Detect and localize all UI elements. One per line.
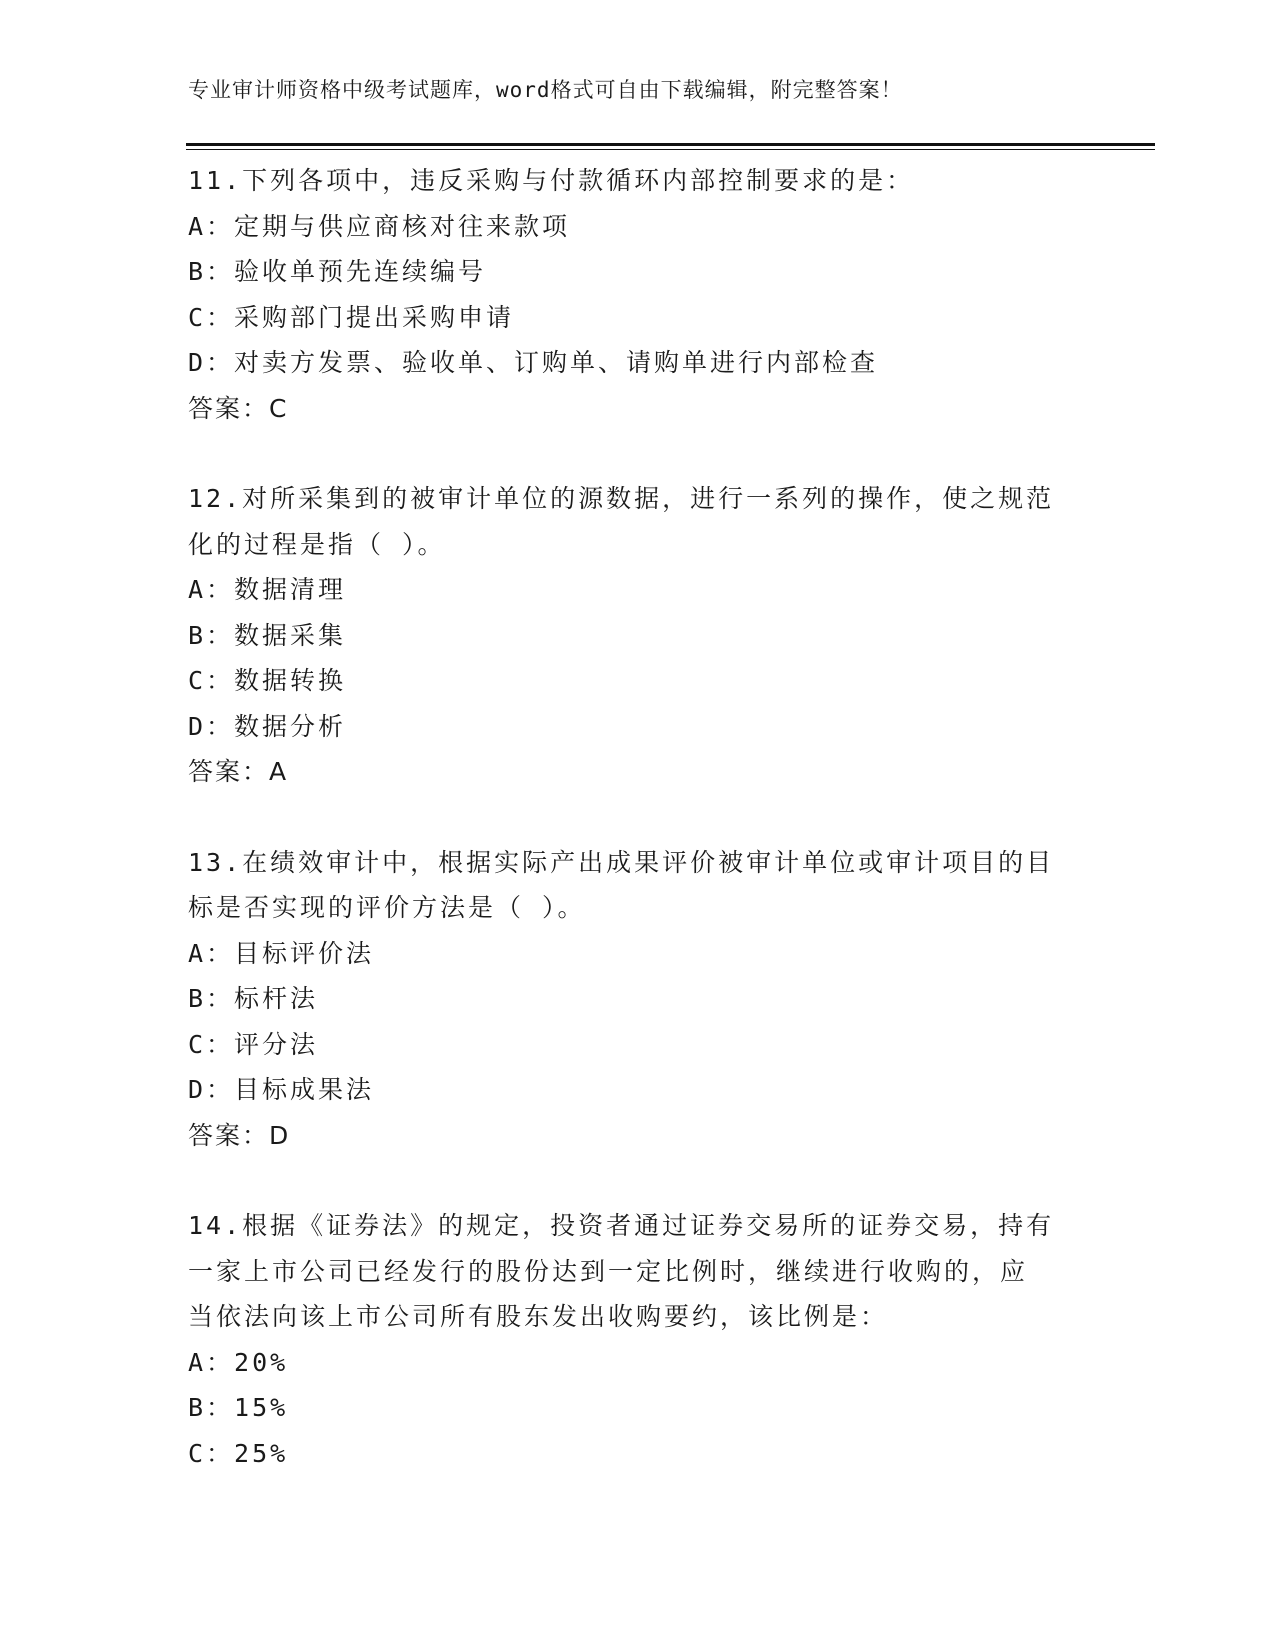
stem-line: 13.在绩效审计中，根据实际产出成果评价被审计单位或审计项目的目: [188, 847, 1055, 877]
option-c: C：采购部门提出采购申请: [188, 302, 515, 332]
option-a: A：定期与供应商核对往来款项: [188, 211, 571, 241]
option-d: D：数据分析: [188, 711, 347, 741]
answer: 答案：C: [188, 393, 289, 423]
question-11: [188, 158, 1088, 431]
stem-line: 11.下列各项中，违反采购与付款循环内部控制要求的是：: [188, 166, 915, 195]
option-b: B：标杆法: [188, 984, 319, 1013]
stem-line: 一家上市公司已经发行的股份达到一定比例时，继续进行收购的，应: [188, 1256, 1029, 1286]
question-14: [188, 1203, 1088, 1476]
answer: 答案：A: [188, 757, 289, 786]
option-c: C：数据转换: [188, 666, 347, 695]
option-d: D：目标成果法: [188, 1075, 375, 1104]
question-stem: [188, 476, 1088, 567]
option-d: D：对卖方发票、验收单、订购单、请购单进行内部检查: [188, 348, 879, 377]
answer: 答案：D: [188, 1120, 291, 1150]
question-stem: [188, 840, 1088, 931]
option-a: A：数据清理: [188, 575, 347, 604]
stem-line: 12.对所采集到的被审计单位的源数据，进行一系列的操作，使之规范: [188, 484, 1055, 513]
option-a: A：20%: [188, 1347, 289, 1377]
question-13: [188, 840, 1088, 1159]
stem-line: 当依法向该上市公司所有股东发出收购要约，该比例是：: [188, 1302, 889, 1331]
option-c: C：25%: [188, 1438, 289, 1468]
header-divider: [186, 143, 1155, 150]
option-b: B：验收单预先连续编号: [188, 257, 487, 286]
question-stem: [188, 158, 1088, 204]
question-stem: [188, 1203, 1088, 1340]
question-list: [188, 158, 1088, 1476]
option-b: B：数据采集: [188, 620, 347, 650]
option-b: B：15%: [188, 1393, 289, 1422]
page-header: 专业审计师资格中级考试题库，word格式可自由下载编辑，附完整答案！: [188, 78, 903, 102]
question-12: [188, 476, 1088, 795]
stem-line: 标是否实现的评价方法是（ ）。: [188, 893, 586, 922]
option-c: C：评分法: [188, 1029, 319, 1059]
option-a: A：目标评价法: [188, 938, 375, 968]
stem-line: 化的过程是指（ ）。: [188, 529, 446, 559]
stem-line: 14.根据《证券法》的规定，投资者通过证券交易所的证券交易，持有: [188, 1211, 1055, 1240]
